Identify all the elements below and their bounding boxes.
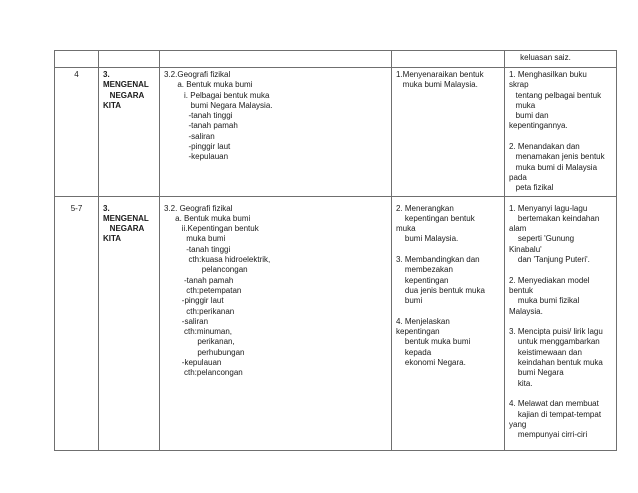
content-cell: 3.2.Geografi fizikal a. Bentuk muka bumi i. Pelbagai bentuk muka bumi Negara Malaysia. -tanah tinggi -tanah pamah -saliran -pinggir laut -kepulauan xyxy=(160,68,392,197)
topic-cell: 3. MENGENAL NEGARA KITA xyxy=(99,196,160,450)
topic-cell xyxy=(99,51,160,68)
table-row xyxy=(55,68,617,197)
learning-standard-cell xyxy=(392,51,505,68)
week-cell: 4 xyxy=(55,68,99,197)
lesson-plan-table xyxy=(54,50,617,451)
content-cell xyxy=(160,51,392,68)
table-row xyxy=(55,196,617,450)
week-cell: 5-7 xyxy=(55,196,99,450)
activities-cell: 1. Menyanyi lagu-lagu bertemakan keindahan alam seperti 'Gunung Kinabalu' dan 'Tanjung Puteri'. 2. Menyediakan model bentuk muka bumi fizikal Malaysia. 3. Mencipta puisi/ lirik lagu untuk menggambarkan keistimewaan dan keindahan bentuk muka bumi Negara kita. 4. Melawat dan membuat kajian di tempat-tempat yang mempunyai cirri-ciri xyxy=(505,196,617,450)
activities-cell: keluasan saiz. xyxy=(505,51,617,68)
learning-standard-cell: 2. Menerangkan kepentingan bentuk muka bumi Malaysia. 3. Membandingkan dan membezakan kepentingan dua jenis bentuk muka bumi 4. Menjelaskan kepentingan bentuk muka bumi kepada ekonomi Negara. xyxy=(392,196,505,450)
content-cell: 3.2. Geografi fizikal a. Bentuk muka bumi ii.Kepentingan bentuk muka bumi -tanah tinggi cth:kuasa hidroelektrik, pelancongan -tanah pamah cth:petempatan -pinggir laut cth:perikanan -saliran cth:minuman, perikanan, perhubungan -kepulauan cth:pelancongan xyxy=(160,196,392,450)
week-cell xyxy=(55,51,99,68)
activities-cell: 1. Menghasilkan buku skrap tentang pelbagai bentuk muka bumi dan kepentingannya. 2. Menandakan dan menamakan jenis bentuk muka bumi di Malaysia pada peta fizikal xyxy=(505,68,617,197)
learning-standard-cell: 1.Menyenaraikan bentuk muka bumi Malaysia. xyxy=(392,68,505,197)
topic-cell: 3. MENGENAL NEGARA KITA xyxy=(99,68,160,197)
table-row xyxy=(55,51,617,68)
